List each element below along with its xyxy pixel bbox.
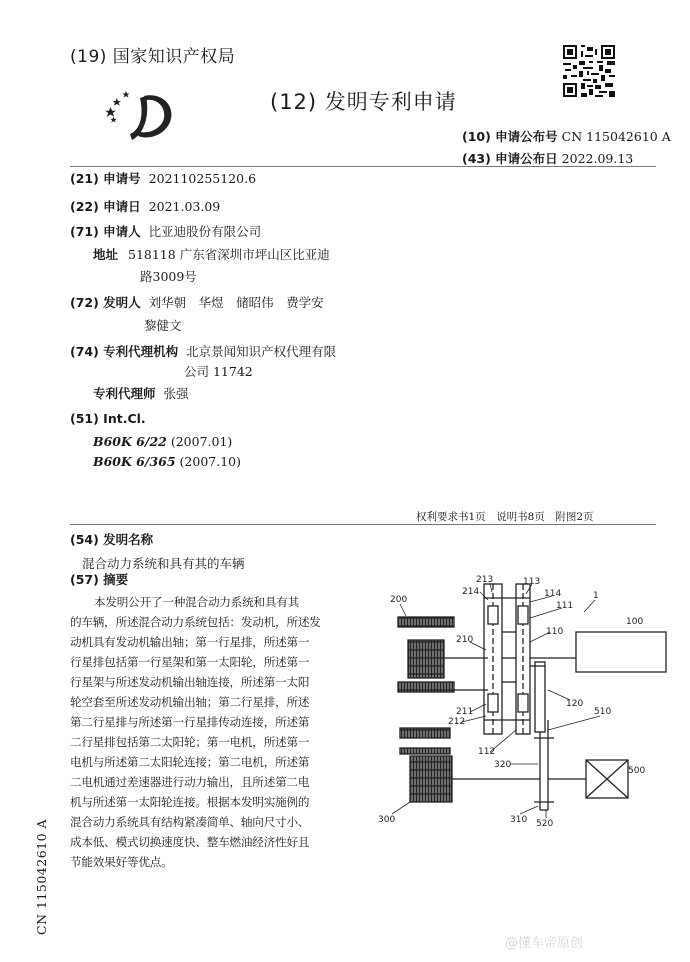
ref-label: 510 (594, 707, 612, 717)
patent-agent (93, 388, 189, 401)
ref-label: 213 (476, 575, 494, 585)
inventors-line-1: 刘华朝 华煜 储昭伟 费学安 (148, 295, 324, 310)
ref-label: 110 (546, 627, 564, 637)
page-counts: 权利要求书1页 说明书8页 附图2页 (416, 511, 594, 523)
invention-title-label: (54) 发明名称 (70, 532, 154, 547)
abstract-line: 行星架与所述发动机输出轴连接，所述第一太阳 (70, 675, 310, 689)
application-date-value: 2021.03.09 (148, 199, 221, 214)
abstract-line: 电机与所述第二太阳轮连接；第二电机，所述第 (70, 755, 310, 769)
applicant-label: (71) 申请人 (70, 224, 141, 239)
ipc-class-1-version: (2007.01) (170, 434, 233, 449)
abstract-line: 二电机通过差速器进行动力输出，且所述第二电 (70, 775, 310, 789)
publication-date-label: (43) 申请公布日 (462, 151, 558, 166)
abstract-line: 轮空套至所述发动机输出轴；第二行星排，所述 (70, 695, 310, 709)
powertrain-schematic (370, 570, 670, 840)
patent-agent-value: 张强 (163, 386, 189, 401)
patent-agency (70, 346, 336, 359)
second-motor-300 (400, 728, 452, 802)
address-line-2: 路3009号 (140, 269, 197, 284)
address (93, 249, 330, 262)
ref-label: 300 (378, 815, 396, 825)
applicant (70, 226, 261, 239)
abstract-line: 机与所述第一太阳轮连接。根据本发明实施例的 (70, 795, 310, 809)
ref-label: 120 (566, 699, 584, 709)
first-motor-200 (398, 617, 454, 692)
ipc-class-2-version: (2007.10) (179, 454, 241, 469)
watermark: @懂车帝原创 (505, 936, 584, 951)
abstract-line: 第二行星排与所述第一行星排传动连接，所述第 (70, 715, 310, 729)
application-number-value: 202110255120.6 (148, 171, 257, 186)
side-publication-id: CN 115042610 A (34, 818, 49, 935)
cnipa-logo-icon (100, 86, 182, 144)
int-cl-label: (51) Int.Cl. (70, 411, 146, 426)
abstract-label: (57) 摘要 (70, 572, 129, 587)
inventors-line-2: 黎健文 (144, 318, 182, 333)
application-date-label: (22) 申请日 (70, 199, 141, 214)
ref-label: 520 (536, 819, 554, 829)
ref-label: 114 (544, 589, 562, 599)
publication-number-label: (10) 申请公布号 (462, 129, 558, 144)
ref-label: 211 (456, 707, 474, 717)
inventors (70, 297, 324, 310)
applicant-value: 比亚迪股份有限公司 (148, 224, 262, 239)
ref-label: 112 (478, 747, 496, 757)
application-date (70, 201, 220, 214)
ipc-class-2 (93, 456, 241, 469)
patent-agency-line-1: 北京景闻知识产权代理有限 (186, 344, 337, 359)
ref-label: 500 (628, 766, 646, 776)
abstract-line: 本发明公开了一种混合动力系统和具有其 (94, 595, 300, 609)
abstract-line: 混合动力系统具有结构紧凑简单、轴向尺寸小、 (70, 815, 310, 829)
abstract-body (70, 592, 360, 872)
ref-label: 212 (448, 717, 466, 727)
abstract-line: 二行星排包括第二太阳轮；第一电机，所述第一 (70, 735, 310, 749)
header-divider (70, 166, 656, 167)
publication-date (462, 149, 633, 167)
inventors-label: (72) 发明人 (70, 295, 141, 310)
abstract-line: 行星排包括第一行星架和第一太阳轮，所述第一 (70, 655, 310, 669)
abstract-line: 的车辆，所述混合动力系统包括：发动机，所述发 (70, 615, 321, 629)
qr-code-icon (563, 45, 615, 97)
ref-label: 214 (462, 587, 480, 597)
application-number (70, 173, 256, 186)
patent-agent-label: 专利代理师 (93, 386, 156, 401)
ref-label: 320 (494, 760, 512, 770)
address-label: 地址 (93, 247, 119, 262)
ref-label: 113 (523, 577, 541, 587)
address-line-1: 518118 广东省深圳市坪山区比亚迪 (128, 247, 330, 262)
office-name: (19) 国家知识产权局 (70, 47, 236, 67)
patent-agency-line-2: 公司 11742 (184, 364, 253, 379)
document-type: (12) 发明专利申请 (270, 90, 457, 114)
output-gear-train (530, 662, 586, 810)
ref-label: 200 (390, 595, 408, 605)
ref-label: 100 (626, 617, 644, 627)
application-number-label: (21) 申请号 (70, 171, 141, 186)
abstract-line: 动机具有发动机输出轴；第一行星排，所述第一 (70, 635, 310, 649)
publication-number (462, 127, 671, 145)
abstract-line: 节能效果好等优点。 (70, 855, 173, 869)
ref-label: 310 (510, 815, 528, 825)
ipc-class-2-code: B60K 6/365 (93, 454, 176, 469)
publication-date-value: 2022.09.13 (561, 151, 634, 166)
patent-agency-label: (74) 专利代理机构 (70, 344, 179, 359)
engine-100 (576, 632, 666, 672)
publication-number-value: CN 115042610 A (561, 129, 671, 144)
ref-label: 111 (556, 601, 574, 611)
ref-label: 210 (456, 635, 474, 645)
ipc-class-1-code: B60K 6/22 (93, 434, 167, 449)
invention-title: 混合动力系统和具有其的车辆 (82, 556, 245, 571)
abstract-line: 成本低、模式切换速度快、整车燃油经济性好且 (70, 835, 310, 849)
page-counts-divider (70, 524, 656, 525)
differential-500 (586, 760, 628, 798)
ref-label: 1 (593, 591, 599, 601)
ipc-class-1 (93, 436, 232, 449)
